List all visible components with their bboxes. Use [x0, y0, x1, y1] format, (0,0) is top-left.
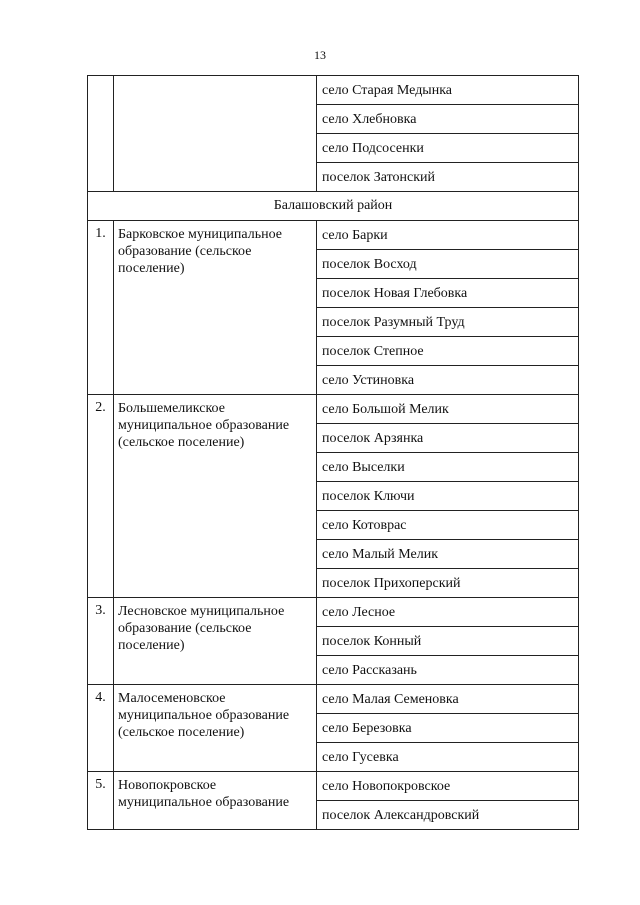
settlement-cell: село Котоврас — [317, 511, 579, 540]
district-heading: Балашовский район — [88, 192, 579, 221]
settlements-table — [87, 75, 579, 830]
settlement-cell: поселок Конный — [317, 627, 579, 656]
number-cell: 4. — [88, 685, 114, 772]
settlement-cell: село Выселки — [317, 453, 579, 482]
settlement-cell: поселок Александровский — [317, 801, 579, 830]
settlement-cell: село Подсосенки — [317, 134, 579, 163]
table-row — [88, 685, 579, 714]
table-row — [88, 395, 579, 424]
table-body — [88, 76, 579, 830]
settlement-cell: поселок Затонский — [317, 163, 579, 192]
settlement-cell: село Большой Мелик — [317, 395, 579, 424]
settlement-cell: село Березовка — [317, 714, 579, 743]
municipality-cell: Малосеменовское муниципальное образование (сельское поселение) — [114, 685, 317, 772]
settlement-cell: село Старая Медынка — [317, 76, 579, 105]
table-row — [88, 221, 579, 250]
settlement-cell: поселок Новая Глебовка — [317, 279, 579, 308]
settlement-cell: село Малый Мелик — [317, 540, 579, 569]
number-cell: 2. — [88, 395, 114, 598]
page-number: 13 — [314, 48, 326, 62]
municipality-cell — [114, 76, 317, 192]
settlement-cell: село Хлебновка — [317, 105, 579, 134]
settlement-cell: село Гусевка — [317, 743, 579, 772]
settlement-cell: поселок Разумный Труд — [317, 308, 579, 337]
settlement-cell: село Барки — [317, 221, 579, 250]
settlement-cell: село Новопокровское — [317, 772, 579, 801]
number-cell — [88, 76, 114, 192]
settlement-cell: село Лесное — [317, 598, 579, 627]
settlement-cell: поселок Арзянка — [317, 424, 579, 453]
district-row — [88, 192, 579, 221]
settlement-cell: поселок Степное — [317, 337, 579, 366]
municipality-cell: Большемеликское муниципальное образование (сельское поселение) — [114, 395, 317, 598]
settlement-cell: поселок Прихоперский — [317, 569, 579, 598]
table-row — [88, 772, 579, 801]
municipality-cell: Барковское муниципальное образование (сельское поселение) — [114, 221, 317, 395]
number-cell: 3. — [88, 598, 114, 685]
table-row — [88, 76, 579, 105]
settlement-cell: село Рассказань — [317, 656, 579, 685]
municipality-cell: Лесновское муниципальное образование (сельское поселение) — [114, 598, 317, 685]
settlement-cell: село Малая Семеновка — [317, 685, 579, 714]
municipality-cell: Новопокровское муниципальное образование — [114, 772, 317, 830]
settlement-cell: поселок Ключи — [317, 482, 579, 511]
number-cell: 5. — [88, 772, 114, 830]
settlement-cell: поселок Восход — [317, 250, 579, 279]
number-cell: 1. — [88, 221, 114, 395]
table-row — [88, 598, 579, 627]
settlement-cell: село Устиновка — [317, 366, 579, 395]
